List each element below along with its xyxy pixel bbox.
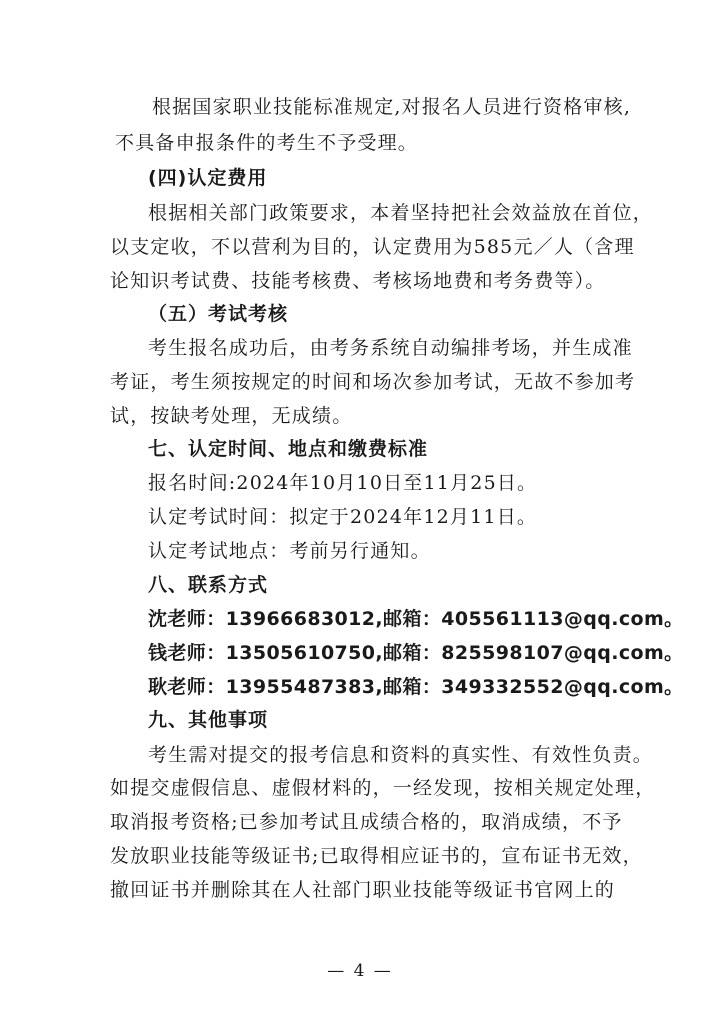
fee-line-3: 论知识考试费、技能考核费、考核场地费和考务费等）。 bbox=[110, 270, 606, 292]
time-place-heading: 七、认定时间、地点和缴费标准 bbox=[148, 438, 429, 460]
qualification-line-2: 不具备申报条件的考生不予受理。 bbox=[115, 132, 419, 154]
page-number: — 4 — bbox=[327, 961, 393, 981]
exam-place: 认定考试地点：考前另行通知。 bbox=[148, 540, 431, 562]
registration-time: 报名时间:2024年10月10日至11月25日。 bbox=[148, 472, 538, 494]
qualification-line-1: 根据国家职业技能标准规定,对报名人员进行资格审核, bbox=[152, 96, 632, 118]
fee-heading: (四)认定费用 bbox=[148, 167, 268, 189]
other-matters-heading: 九、其他事项 bbox=[148, 709, 269, 731]
exam-line-3: 试，按缺考处理，无成绩。 bbox=[110, 405, 353, 427]
fee-line-2: 以支定收，不以营利为目的，认定费用为585元／人（含理 bbox=[110, 236, 635, 258]
other-line-4: 发放职业技能等级证书;已取得相应证书的，宣布证书无效， bbox=[110, 845, 643, 867]
other-line-2: 如提交虚假信息、虚假材料的，一经发现，按相关规定处理， bbox=[110, 777, 656, 799]
contact-heading: 八、联系方式 bbox=[148, 574, 269, 596]
exam-time: 认定考试时间：拟定于2024年12月11日。 bbox=[148, 506, 538, 528]
exam-heading: （五）考试考核 bbox=[148, 303, 289, 325]
other-line-3: 取消报考资格;已参加考试且成绩合格的，取消成绩，不予 bbox=[110, 811, 623, 833]
other-line-5: 撤回证书并删除其在人社部门职业技能等级证书官网上的 bbox=[110, 879, 616, 901]
exam-line-1: 考生报名成功后，由考务系统自动编排考场，并生成准 bbox=[148, 337, 633, 359]
fee-line-1: 根据相关部门政策要求，本着坚持把社会效益放在首位， bbox=[148, 202, 654, 224]
other-line-1: 考生需对提交的报考信息和资料的真实性、有效性负责。 bbox=[148, 744, 654, 766]
contact-qian: 钱老师：13505610750,邮箱：825598107@qq.com。 bbox=[148, 642, 684, 664]
contact-geng: 耿老师：13955487383,邮箱：349332552@qq.com。 bbox=[148, 676, 684, 698]
exam-line-2: 考证，考生须按规定的时间和场次参加考试，无故不参加考 bbox=[110, 371, 636, 393]
contact-shen: 沈老师：13966683012,邮箱：405561113@qq.com。 bbox=[148, 608, 684, 630]
